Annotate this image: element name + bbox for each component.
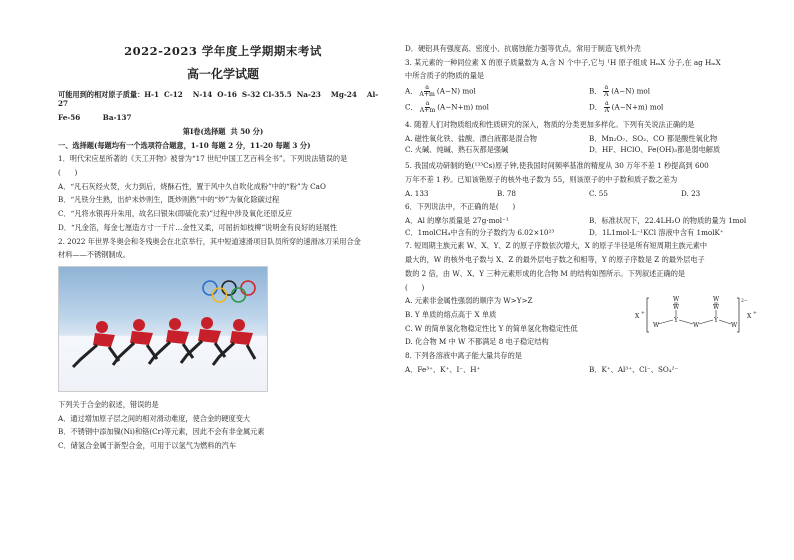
atomic-masses-cont: Fe-56 Ba-137 xyxy=(58,113,132,123)
svg-text:Y: Y xyxy=(714,317,718,325)
svg-text:+: + xyxy=(641,311,645,317)
speed-skating-photo xyxy=(58,266,268,392)
svg-text:W: W xyxy=(653,322,660,330)
question-2: 2. 2022 年世界冬奥会和冬残奥会在北京举行，其中短道速滑项目队员所穿的速滑冰刀采用合金 xyxy=(58,236,361,246)
skaters-illustration xyxy=(67,313,257,373)
question-7-cont: 最大的，W 的核外电子数与 X、Z 的最外层电子数之和相等，Y 的原子序数是 Z 的最外层电子 xyxy=(405,255,705,265)
question-4-option-c: C. 火碱、纯碱、熟石灰都是强碱 xyxy=(405,145,509,155)
question-2-option-d: D．硬铝具有强度高、密度小、抗腐蚀能力强等优点，常用于制造飞机外壳 xyxy=(405,44,641,53)
question-1-option-b: B．“凡铁分生熟，出炉未炒则生，既炒则熟”中的“炒”为氧化除碳过程 xyxy=(58,195,280,205)
question-5-options xyxy=(405,189,773,199)
question-3-option-c: C． $\frac{a}{A+m}$ (A−N+m) mol xyxy=(405,99,489,114)
question-4-options-ab xyxy=(405,134,773,144)
question-3-options-cd xyxy=(405,101,773,114)
question-1-paren: ( ) xyxy=(58,168,78,178)
olympic-rings-icon xyxy=(201,279,257,305)
question-5-option-d: D. 23 xyxy=(681,188,701,198)
question-6-option-a: A．Al 的摩尔质量是 27g·mol⁻¹ xyxy=(405,216,509,225)
question-2-option-c: C．储氢合金属于新型合金，可用于以氢气为燃料的汽车 xyxy=(58,441,237,451)
question-4: 4. 随着人们对物质组成和性质研究的深入，物质的分类更加多样化。下列有关说法正确的是 xyxy=(405,119,695,129)
question-7-option-b: B. Y 单质的熔点高于 X 单质 xyxy=(405,310,497,320)
svg-text:W: W xyxy=(673,296,680,304)
question-6-option-b: B．标准状况下，22.4LH₂O 的物质的量为 1mol xyxy=(589,216,747,225)
question-7-option-c: C. W 的简单氢化物稳定性比 Y 的简单氢化物稳定性低 xyxy=(405,323,578,333)
right-column xyxy=(405,44,773,377)
question-2-option-b: B．不锈钢中添加镍(Ni)和铬(Cr)等元素，因此不会有非金属元素 xyxy=(58,427,265,437)
question-1-option-c: C．“凡将水银再升朱用，故名曰银朱(即硫化汞)”过程中涉及氧化还原反应 xyxy=(58,209,293,219)
exam-subtitle: 高一化学试题 xyxy=(186,66,259,81)
question-6-option-d: D．1L1mol·L⁻¹KCl 溶液中含有 1molK⁺ xyxy=(589,227,724,237)
atomic-masses: 可能用到的相对原子质量：H-1 C-12 N-14 O-16 S-32 Cl-35.5 Na-23 Mg-24 Al-27 xyxy=(58,89,379,109)
svg-text:X: X xyxy=(635,313,640,321)
question-8-options-ab xyxy=(405,365,773,375)
question-3-option-a: A． $\frac{a}{A+m}$ (A−N) mol xyxy=(405,84,476,99)
question-5: 5. 我国成功研制的铯(¹³³Cs)原子钟,使我国时间频率基准的精度从 30 万年不差 1 秒提高到 600 xyxy=(405,161,709,171)
question-6-option-c: C．1molCH₄中含有的分子数约为 6.02×10²³ xyxy=(405,227,555,237)
question-4-options-cd xyxy=(405,145,773,155)
svg-text:W: W xyxy=(713,304,720,312)
svg-text:W: W xyxy=(673,304,680,312)
svg-text:W: W xyxy=(693,322,700,330)
svg-text:2−: 2− xyxy=(741,299,748,305)
question-4-option-d: D．HF、HClO、Fe(OH)₃都是弱电解质 xyxy=(589,145,721,155)
question-1-option-a: A．“凡石灰经火焚，火力到后，烧酥石性，置于风中久自吹化成粉”中的“粉”为 CaO xyxy=(58,181,326,191)
question-7-option-a: A. 元素非金属性强弱的顺序为 W>Y>Z xyxy=(405,296,533,306)
compound-m-structure-diagram xyxy=(633,292,763,338)
question-7-paren: ( ) xyxy=(405,282,425,292)
question-6-options-ab xyxy=(405,216,773,226)
question-5-option-a: A. 133 xyxy=(405,188,429,198)
part1-header: 一、选择题(每题均有一个选项符合题意，1-10 每题 2 分，11-20 每题 3 分) xyxy=(58,140,311,150)
exam-title: 2022-2023 学年度上学期期末考试 xyxy=(124,44,322,58)
question-8-option-b: B．K⁺、Al³⁺、Cl⁻、SO₄²⁻ xyxy=(589,364,679,374)
question-7: 7. 短周期主族元素 W、X、Y、Z 的原子序数依次增大，X 的原子半径是所有短周期主族元素中 xyxy=(405,241,708,251)
question-4-option-a: A. 磁性氧化铁、盐酸、漂白液都是混合物 xyxy=(405,133,537,143)
question-8-option-a: A．Fe³⁺、K⁺、I⁻、H⁺ xyxy=(405,364,481,374)
svg-text:X: X xyxy=(747,313,752,321)
svg-text:Y: Y xyxy=(674,317,678,325)
question-7-option-d: D. 化合物 M 中 W 不都满足 8 电子稳定结构 xyxy=(405,337,549,347)
svg-text:W: W xyxy=(731,322,738,330)
question-3-options-ab xyxy=(405,85,773,98)
question-3-cont: 中所含质子的物质的量是 xyxy=(405,71,485,81)
left-column xyxy=(58,36,388,455)
question-3-option-d: D． $\frac{a}{A}$ (A−N+m) mol xyxy=(589,99,664,114)
question-2-cont: 材料——不锈钢制成。 xyxy=(58,250,130,260)
section-header: 第Ⅰ卷(选择题 共 50 分) xyxy=(182,126,264,136)
question-3: 3. 某元素的一种同位素 X 的原子质量数为 A,含 N 个中子,它与 ¹H 原子组成 HₘX 分子,在 ag HₘX xyxy=(405,57,721,67)
question-6: 6．下列说法中，不正确的是( ) xyxy=(405,202,516,212)
question-5-option-b: B. 78 xyxy=(497,188,516,198)
question-6-options-cd xyxy=(405,228,773,238)
question-1-option-d: D．“凡金箔，每金七厘造方寸一千片…金性又柔，可屈折如枝柳”说明金有良好的延展性 xyxy=(58,222,338,232)
question-4-option-b: B．Mn₂O₇、SO₂、CO 都是酸性氧化物 xyxy=(589,133,718,143)
question-2-option-a: A．通过增加原子层之间的相对滑动难度，使合金的硬度变大 xyxy=(58,413,251,423)
question-7-cont2: 数的 2 倍，由 W、X、Y 三种元素形成的化合物 M 的结构如图所示。下列叙述正确的是 xyxy=(405,268,686,278)
question-5-cont: 万年不差 1 秒。已知该铯原子的核外电子数为 55，则该原子的中子数和质子数之差为 xyxy=(405,174,678,184)
question-3-option-b: B． $\frac{a}{A}$ (A−N) mol xyxy=(589,84,651,99)
question-8: 8. 下列各溶液中离子能大量共存的是 xyxy=(405,351,522,361)
question-1: 1．明代宋应星所著的《天工开物》被誉为“17 世纪中国工艺百科全书”。下列说法错误的是 xyxy=(58,154,348,164)
question-2-stem: 下列关于合金的叙述，错误的是 xyxy=(58,400,159,410)
svg-text:W: W xyxy=(713,296,720,304)
svg-text:+: + xyxy=(753,311,757,317)
question-7-options-block xyxy=(405,296,773,347)
question-5-option-c: C. 55 xyxy=(589,188,608,198)
